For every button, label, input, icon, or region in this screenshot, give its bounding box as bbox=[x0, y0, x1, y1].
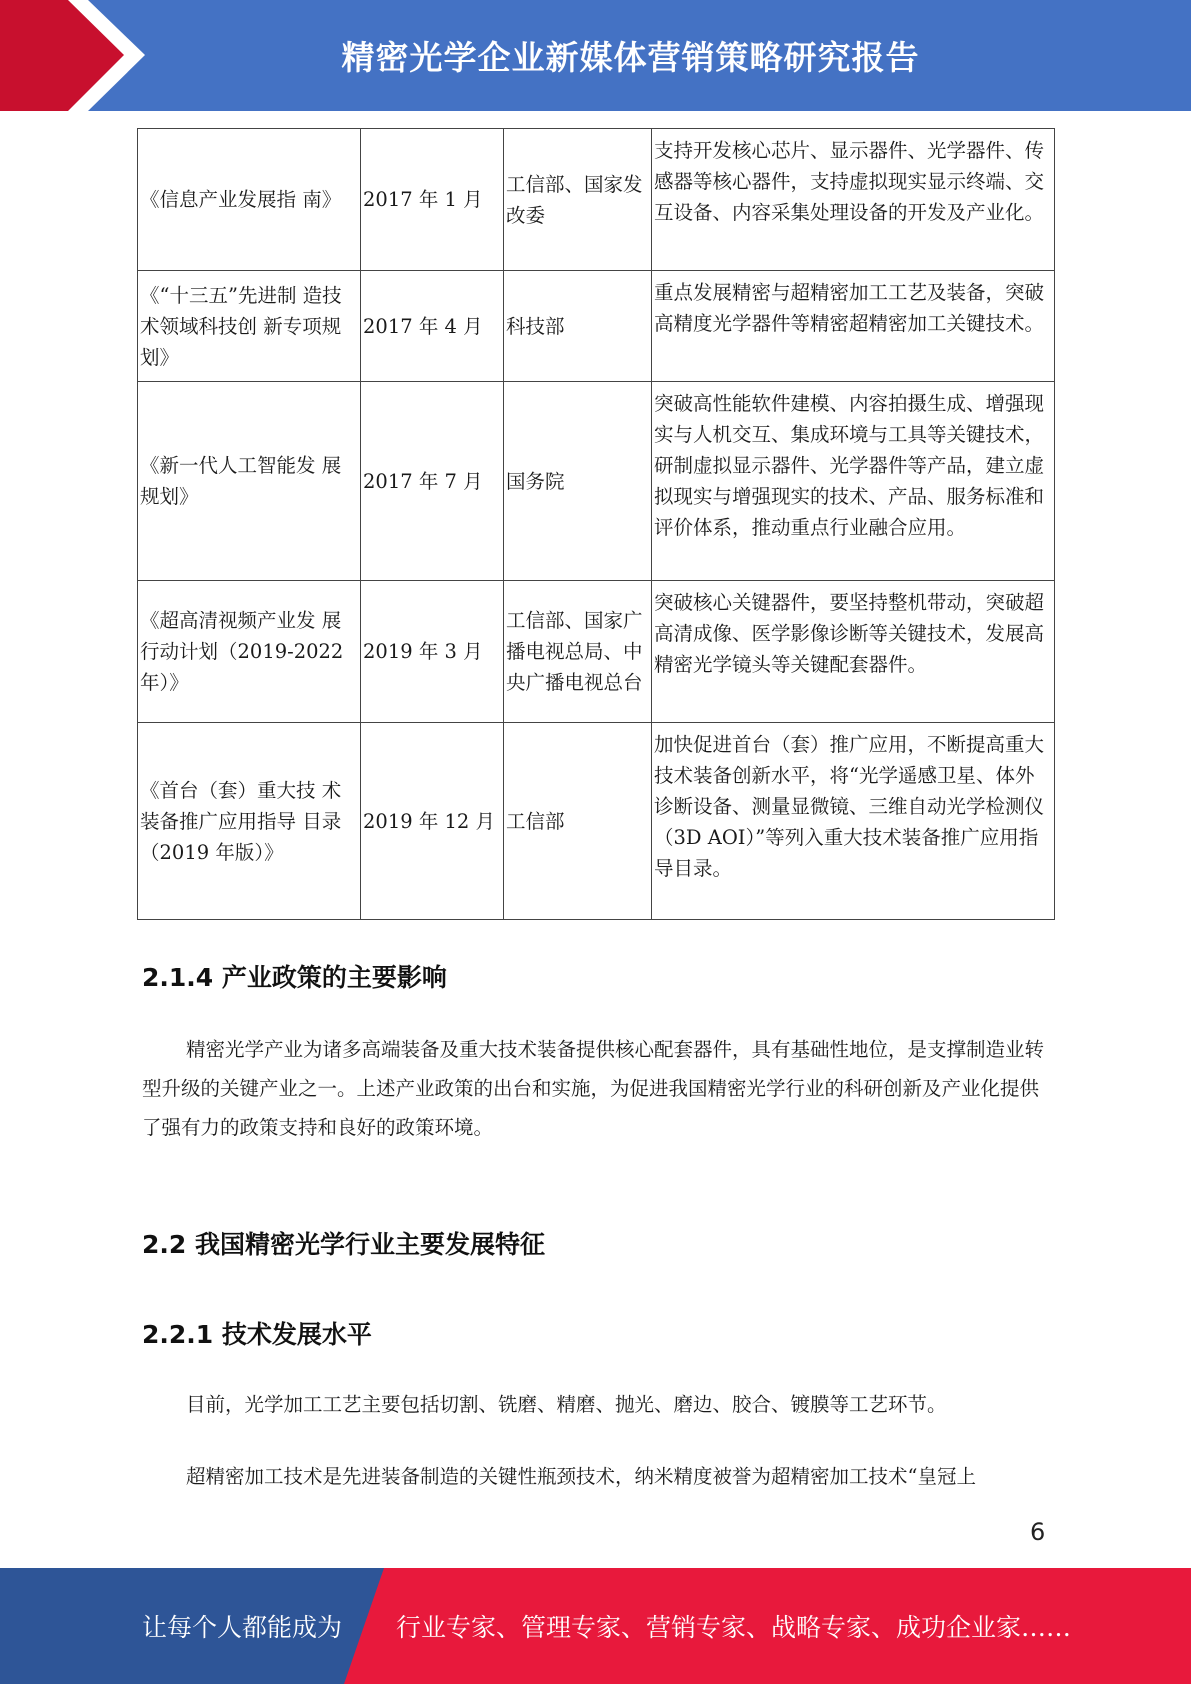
policy-dept: 国务院 bbox=[504, 382, 652, 581]
footer-slogan-right: 行业专家、管理专家、营销专家、战略专家、成功企业家…… bbox=[396, 1613, 1072, 1642]
table-row bbox=[138, 723, 1055, 920]
page-footer bbox=[0, 1568, 1191, 1684]
policy-desc: 突破高性能软件建模、内容拍摄生成、增强现实与人机交互、集成环境与工具等关键技术，研制虚拟显示器件、光学器件等产品，建立虚拟现实与增强现实的技术、产品、服务标准和评价体系，推动重点行业融合应用。 bbox=[652, 382, 1055, 581]
page-header bbox=[0, 0, 1191, 111]
section-heading-2-2-1: 2.2.1 技术发展水平 bbox=[142, 1320, 372, 1349]
footer-slogan-left: 让每个人都能成为 bbox=[142, 1613, 343, 1642]
policy-date: 2019 年 12 月 bbox=[361, 723, 504, 920]
header-title: 精密光学企业新媒体营销策略研究报告 bbox=[341, 38, 920, 77]
policy-dept: 工信部、国家广播电视总局、中央广播电视总台 bbox=[504, 581, 652, 723]
policy-desc: 加快促进首台（套）推广应用，不断提高重大技术装备创新水平，将“光学遥感卫星、体外诊断设备、测量显微镜、三维自动光学检测仪（3D AOI）”等列入重大技术装备推广应用指导目录。 bbox=[652, 723, 1055, 920]
policy-dept: 科技部 bbox=[504, 271, 652, 382]
table-row bbox=[138, 581, 1055, 723]
table-row bbox=[138, 271, 1055, 382]
policy-desc: 支持开发核心芯片、显示器件、光学器件、传感器等核心器件，支持虚拟现实显示终端、交互设备、内容采集处理设备的开发及产业化。 bbox=[652, 129, 1055, 271]
policy-name: 《“十三五”先进制 造技术领域科技创 新专项规划》 bbox=[138, 271, 361, 382]
table-row bbox=[138, 129, 1055, 271]
policy-table bbox=[137, 128, 1055, 920]
header-red-chevron bbox=[0, 0, 150, 111]
policy-name: 《超高清视频产业发 展行动计划（2019-2022 年）》 bbox=[138, 581, 361, 723]
policy-date: 2019 年 3 月 bbox=[361, 581, 504, 723]
table-row bbox=[138, 382, 1055, 581]
section-paragraph: 超精密加工技术是先进装备制造的关键性瓶颈技术，纳米精度被誉为超精密加工技术“皇冠上 bbox=[186, 1465, 976, 1488]
policy-date: 2017 年 4 月 bbox=[361, 271, 504, 382]
section-heading-2-2: 2.2 我国精密光学行业主要发展特征 bbox=[142, 1230, 545, 1259]
page-number: 6 bbox=[1030, 1518, 1046, 1546]
policy-date: 2017 年 1 月 bbox=[361, 129, 504, 271]
section-paragraph: 目前，光学加工工艺主要包括切割、铣磨、精磨、抛光、磨边、胶合、镀膜等工艺环节。 bbox=[186, 1393, 947, 1416]
policy-desc: 重点发展精密与超精密加工工艺及装备，突破高精度光学器件等精密超精密加工关键技术。 bbox=[652, 271, 1055, 382]
policy-desc: 突破核心关键器件，要坚持整机带动，突破超高清成像、医学影像诊断等关键技术，发展高精密光学镜头等关键配套器件。 bbox=[652, 581, 1055, 723]
policy-date: 2017 年 7 月 bbox=[361, 382, 504, 581]
section-paragraph: 精密光学产业为诸多高端装备及重大技术装备提供核心配套器件，具有基础性地位，是支撑制造业转型升级的关键产业之一。上述产业政策的出台和实施，为促进我国精密光学行业的科研创新及产业化提供了强有力的政策支持和良好的政策环境。 bbox=[142, 1038, 1045, 1139]
policy-name: 《信息产业发展指 南》 bbox=[138, 129, 361, 271]
policy-dept: 工信部、国家发改委 bbox=[504, 129, 652, 271]
policy-dept: 工信部 bbox=[504, 723, 652, 920]
policy-name: 《首台（套）重大技 术装备推广应用指导 目录（2019 年版）》 bbox=[138, 723, 361, 920]
section-heading-2-1-4: 2.1.4 产业政策的主要影响 bbox=[142, 963, 447, 992]
policy-name: 《新一代人工智能发 展规划》 bbox=[138, 382, 361, 581]
